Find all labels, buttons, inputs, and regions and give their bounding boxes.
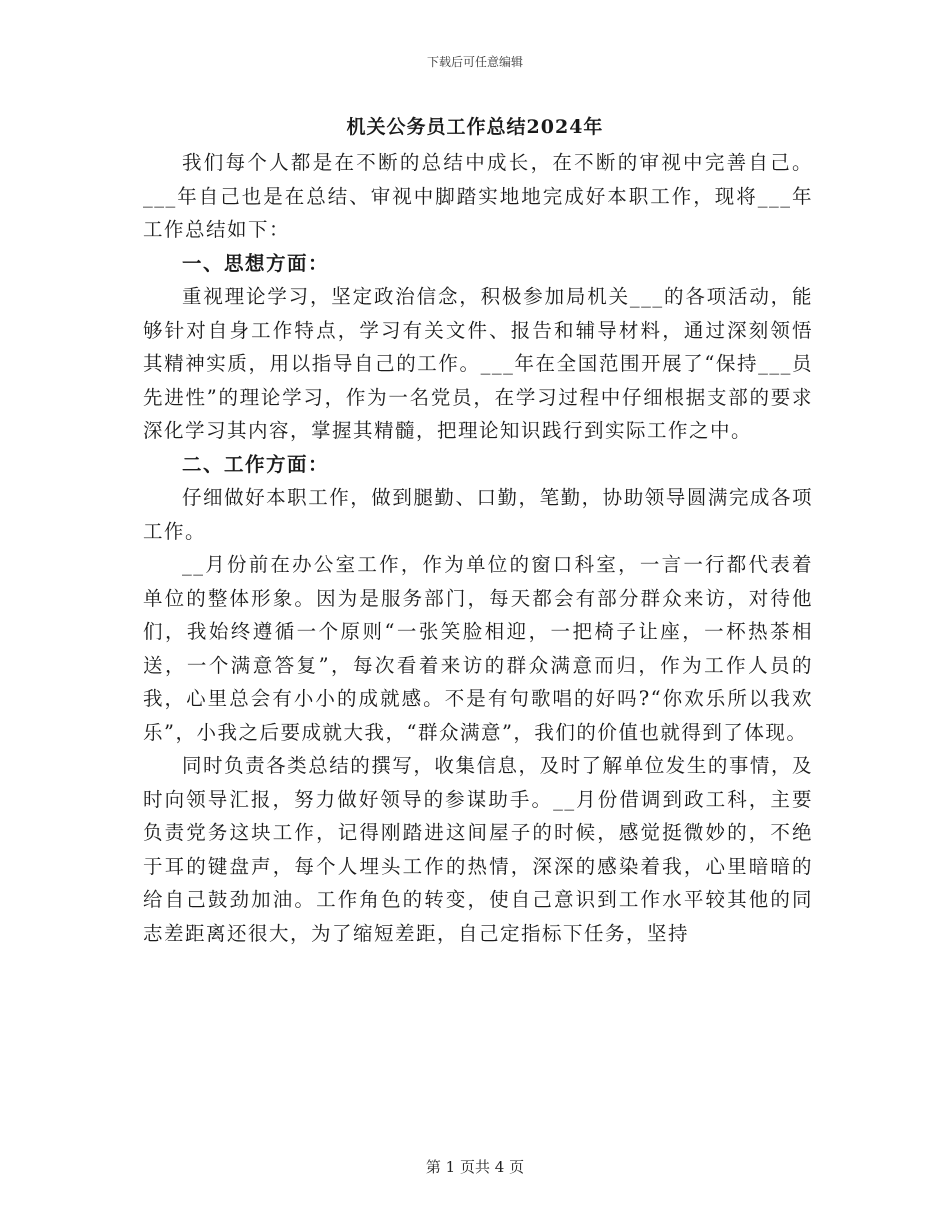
paragraph-work-1: 仔细做好本职工作，做到腿勤、口勤，笔勤，协助领导圆满完成各项工作。 xyxy=(143,486,813,543)
paragraph-thought: 重视理论学习，坚定政治信念，积极参加局机关___的各项活动，能够针对自身工作特点，学习有关文件、报告和辅导材料，通过深刻领悟其精神实质，用以指导自己的工作。___年在全国范围开展了“保持___员先进性”的理论学习，作为一名党员，在学习过程中仔细根据支部的要求深化学习其内容，掌握其精髓，把理论知识践行到实际工作之中。 xyxy=(143,285,813,442)
document-body xyxy=(143,146,813,950)
page-header-note: 下载后可任意编辑 xyxy=(426,55,523,69)
paragraph-work-2: __月份前在办公室工作，作为单位的窗口科室，一言一行都代表着单位的整体形象。因为是服务部门，每天都会有部分群众来访，对待他们，我始终遵循一个原则“一张笑脸相迎，一把椅子让座，一杯热茶相送，一个满意答复”，每次看着来访的群众满意而归，作为工作人员的我，心里总会有小小的成就感。不是有句歌唱的好吗?“你欢乐所以我欢乐”，小我之后要成就大我，“群众满意”，我们的价值也就得到了体现。 xyxy=(143,553,813,744)
paragraph-work-3: 同时负责各类总结的撰写，收集信息，及时了解单位发生的事情，及时向领导汇报，努力做好领导的参谋助手。__月份借调到政工科，主要负责党务这块工作，记得刚踏进这间屋子的时候，感觉挺微妙的，不绝于耳的键盘声，每个人埋头工作的热情，深深的感染着我，心里暗暗的给自己鼓劲加油。工作角色的转变，使自己意识到工作水平较其他的同志差距离还很大，为了缩短差距，自己定指标下任务，坚持 xyxy=(143,754,813,945)
section-heading-work: 二、工作方面： xyxy=(182,452,330,476)
page-footer-number: 第 1 页共 4 页 xyxy=(425,1158,525,1176)
document-title: 机关公务员工作总结2024年 xyxy=(346,116,604,138)
section-heading-thought: 一、思想方面： xyxy=(182,251,330,275)
paragraph-intro: 我们每个人都是在不断的总结中成长，在不断的审视中完善自己。___年自己也是在总结、审视中脚踏实地地完成好本职工作，现将___年工作总结如下： xyxy=(143,151,813,241)
